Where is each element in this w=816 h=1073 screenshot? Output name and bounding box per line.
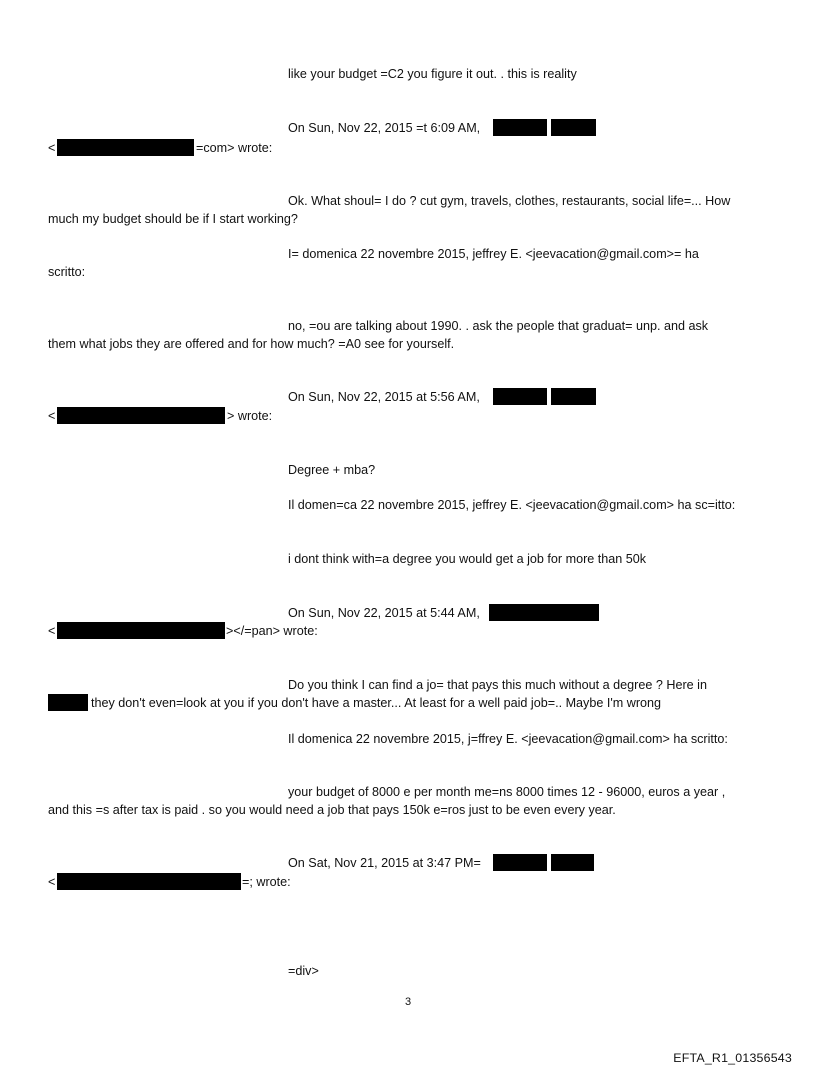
redaction-block [57,407,225,424]
email-header-line: On Sun, Nov 22, 2015 at 5:44 AM, [288,606,480,620]
email-line: < [48,875,56,889]
email-header-line: On Sun, Nov 22, 2015 at 5:56 AM, [288,390,480,404]
email-header-line: On Sun, Nov 22, 2015 =t 6:09 AM, [288,121,481,135]
email-line: Ok. What shoul= I do ? cut gym, travels, clothes, restaurants, social life=... How [288,194,731,208]
email-line: I= domenica 22 novembre 2015, jeffrey E. <jeevacation@gmail.com>= ha [288,247,699,261]
redaction-block [551,854,594,871]
redaction-block [551,119,596,136]
email-line: =com> wrote: [196,141,273,155]
email-line: no, =ou are talking about 1990. . ask the people that graduat= unp. and ask [288,319,709,333]
redaction-block [489,604,599,621]
email-line: they don't even=look at you if you don't have a master... At least for a well paid job=.. Maybe I'm wrong [91,696,662,710]
email-line: much my budget should be if I start working? [48,212,298,226]
email-line: Degree + mba? [288,463,376,477]
email-line: scritto: [48,265,86,279]
redaction-block [48,694,88,711]
redaction-block [57,139,194,156]
email-line: < [48,141,56,155]
email-header-line: On Sat, Nov 21, 2015 at 3:47 PM= [288,856,481,870]
redaction-block [57,622,225,639]
email-line: and this =s after tax is paid . so you would need a job that pays 150k e=ros just to be even every year. [48,803,616,817]
email-line: > wrote: [227,409,273,423]
redaction-block [493,854,547,871]
email-line: Do you think I can find a jo= that pays this much without a degree ? Here in [288,678,707,692]
page-number: 3 [404,996,412,1008]
email-line: i dont think with=a degree you would get a job for more than 50k [288,552,647,566]
email-line: them what jobs they are offered and for how much? =A0 see for yourself. [48,337,455,351]
redaction-block [493,388,547,405]
email-line: =; wrote: [242,875,291,889]
email-line: your budget of 8000 e per month me=ns 8000 times 12 - 96000, euros a year , [288,785,726,799]
email-line: ></=pan> wrote: [226,624,318,638]
bates-number: EFTA_R1_01356543 [673,1051,792,1065]
redaction-block [493,119,547,136]
email-line: < [48,409,56,423]
email-line: Il domenica 22 novembre 2015, j=ffrey E. <jeevacation@gmail.com> ha scritto: [288,732,728,746]
email-line: like your budget =C2 you figure it out. . this is reality [288,67,577,81]
redaction-block [551,388,596,405]
redaction-block [57,873,241,890]
email-line: < [48,624,56,638]
email-line: Il domen=ca 22 novembre 2015, jeffrey E. <jeevacation@gmail.com> ha sc=itto: [288,498,736,512]
email-line: =div> [288,964,319,978]
